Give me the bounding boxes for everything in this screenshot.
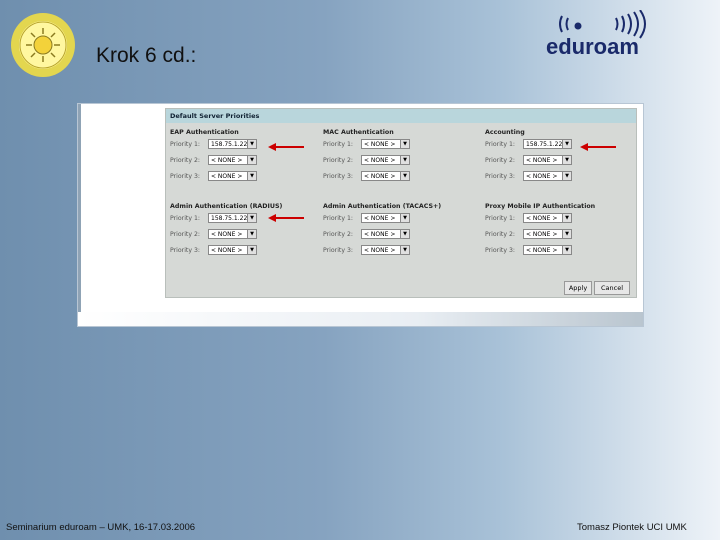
priority-label: Priority 3: bbox=[323, 246, 354, 254]
priority-label: Priority 1: bbox=[170, 140, 201, 148]
slide-title: Krok 6 cd.: bbox=[96, 44, 197, 67]
chevron-down-icon[interactable]: ▼ bbox=[247, 140, 256, 148]
chevron-down-icon[interactable]: ▼ bbox=[562, 140, 571, 148]
priority-row bbox=[485, 242, 635, 258]
footer-seminar-info: Seminarium eduroam – UMK, 16-17.03.2006 bbox=[6, 522, 196, 533]
server-priorities-panel bbox=[165, 108, 637, 298]
priority-row bbox=[170, 152, 320, 168]
priority-select[interactable]: 158.75.1.22 ▼ bbox=[208, 139, 257, 149]
priority-row bbox=[170, 226, 320, 242]
group-title: EAP Authentication bbox=[170, 129, 239, 136]
chevron-down-icon[interactable]: ▼ bbox=[247, 156, 256, 164]
priority-row bbox=[170, 242, 320, 258]
embedded-screenshot bbox=[78, 104, 643, 326]
priority-label: Priority 3: bbox=[323, 172, 354, 180]
priority-row bbox=[485, 152, 635, 168]
priority-label: Priority 3: bbox=[485, 246, 516, 254]
priority-label: Priority 1: bbox=[323, 140, 354, 148]
priority-row bbox=[323, 226, 473, 242]
chevron-down-icon[interactable]: ▼ bbox=[562, 172, 571, 180]
priority-select[interactable]: < NONE > ▼ bbox=[208, 171, 257, 181]
priority-select[interactable]: < NONE > ▼ bbox=[361, 245, 410, 255]
group-title: Proxy Mobile IP Authentication bbox=[485, 203, 596, 210]
group-title: MAC Authentication bbox=[323, 129, 394, 136]
university-seal-logo bbox=[10, 12, 76, 78]
priority-select[interactable]: < NONE > ▼ bbox=[523, 245, 572, 255]
group-eap-authentication bbox=[170, 129, 320, 184]
annotation-arrow-icon bbox=[268, 143, 304, 151]
priority-select[interactable]: < NONE > ▼ bbox=[361, 139, 410, 149]
footer-author: Tomasz Piontek UCI UMK bbox=[577, 522, 687, 533]
annotation-arrow-icon bbox=[268, 214, 304, 222]
priority-label: Priority 1: bbox=[323, 214, 354, 222]
priority-row bbox=[323, 210, 473, 226]
cancel-button[interactable]: Cancel bbox=[594, 281, 630, 295]
chevron-down-icon[interactable]: ▼ bbox=[247, 214, 256, 222]
priority-select[interactable]: < NONE > ▼ bbox=[208, 229, 257, 239]
priority-select[interactable]: < NONE > ▼ bbox=[523, 171, 572, 181]
priority-label: Priority 2: bbox=[323, 156, 354, 164]
priority-row bbox=[485, 210, 635, 226]
chevron-down-icon[interactable]: ▼ bbox=[400, 140, 409, 148]
priority-label: Priority 3: bbox=[485, 172, 516, 180]
chevron-down-icon[interactable]: ▼ bbox=[562, 246, 571, 254]
group-title: Admin Authentication (RADIUS) bbox=[170, 203, 283, 210]
chevron-down-icon[interactable]: ▼ bbox=[562, 230, 571, 238]
group-title: Admin Authentication (TACACS+) bbox=[323, 203, 442, 210]
priority-label: Priority 1: bbox=[170, 214, 201, 222]
priority-row bbox=[323, 136, 473, 152]
priority-label: Priority 2: bbox=[485, 156, 516, 164]
priority-row bbox=[485, 226, 635, 242]
apply-button[interactable]: Apply bbox=[564, 281, 592, 295]
chevron-down-icon[interactable]: ▼ bbox=[400, 214, 409, 222]
priority-label: Priority 3: bbox=[170, 246, 201, 254]
panel-title: Default Server Priorities bbox=[166, 109, 636, 123]
annotation-arrow-icon bbox=[580, 143, 616, 151]
priority-select[interactable]: < NONE > ▼ bbox=[523, 213, 572, 223]
group-mac-authentication bbox=[323, 129, 473, 184]
priority-select[interactable]: < NONE > ▼ bbox=[523, 229, 572, 239]
priority-label: Priority 1: bbox=[485, 214, 516, 222]
priority-row bbox=[323, 242, 473, 258]
screenshot-bottom-bar bbox=[78, 312, 643, 326]
group-title: Accounting bbox=[485, 129, 525, 136]
priority-select[interactable]: < NONE > ▼ bbox=[361, 155, 410, 165]
group-admin-authentication-tacacs bbox=[323, 203, 473, 258]
priority-select[interactable]: < NONE > ▼ bbox=[523, 155, 572, 165]
priority-label: Priority 2: bbox=[170, 156, 201, 164]
priority-select[interactable]: < NONE > ▼ bbox=[361, 229, 410, 239]
priority-select[interactable]: < NONE > ▼ bbox=[361, 213, 410, 223]
group-admin-authentication-radius bbox=[170, 203, 320, 258]
priority-row bbox=[485, 168, 635, 184]
chevron-down-icon[interactable]: ▼ bbox=[562, 214, 571, 222]
priority-label: Priority 1: bbox=[485, 140, 516, 148]
group-accounting bbox=[485, 129, 635, 184]
priority-label: Priority 3: bbox=[170, 172, 201, 180]
group-proxy-mobile-ip-authentication bbox=[485, 203, 635, 258]
chevron-down-icon[interactable]: ▼ bbox=[400, 246, 409, 254]
chevron-down-icon[interactable]: ▼ bbox=[400, 172, 409, 180]
chevron-down-icon[interactable]: ▼ bbox=[400, 230, 409, 238]
priority-select[interactable]: 158.75.1.22 ▼ bbox=[208, 213, 257, 223]
eduroam-logo-text: eduroam bbox=[546, 34, 639, 59]
priority-label: Priority 2: bbox=[170, 230, 201, 238]
priority-row bbox=[323, 152, 473, 168]
priority-select[interactable]: 158.75.1.22 ▼ bbox=[523, 139, 572, 149]
chevron-down-icon[interactable]: ▼ bbox=[247, 246, 256, 254]
chevron-down-icon[interactable]: ▼ bbox=[562, 156, 571, 164]
priority-select[interactable]: < NONE > ▼ bbox=[208, 245, 257, 255]
chevron-down-icon[interactable]: ▼ bbox=[247, 230, 256, 238]
priority-row bbox=[323, 168, 473, 184]
chevron-down-icon[interactable]: ▼ bbox=[247, 172, 256, 180]
chevron-down-icon[interactable]: ▼ bbox=[400, 156, 409, 164]
priority-select[interactable]: < NONE > ▼ bbox=[208, 155, 257, 165]
priority-label: Priority 2: bbox=[323, 230, 354, 238]
priority-row bbox=[170, 168, 320, 184]
priority-label: Priority 2: bbox=[485, 230, 516, 238]
screenshot-left-border bbox=[78, 104, 81, 312]
priority-select[interactable]: < NONE > ▼ bbox=[361, 171, 410, 181]
